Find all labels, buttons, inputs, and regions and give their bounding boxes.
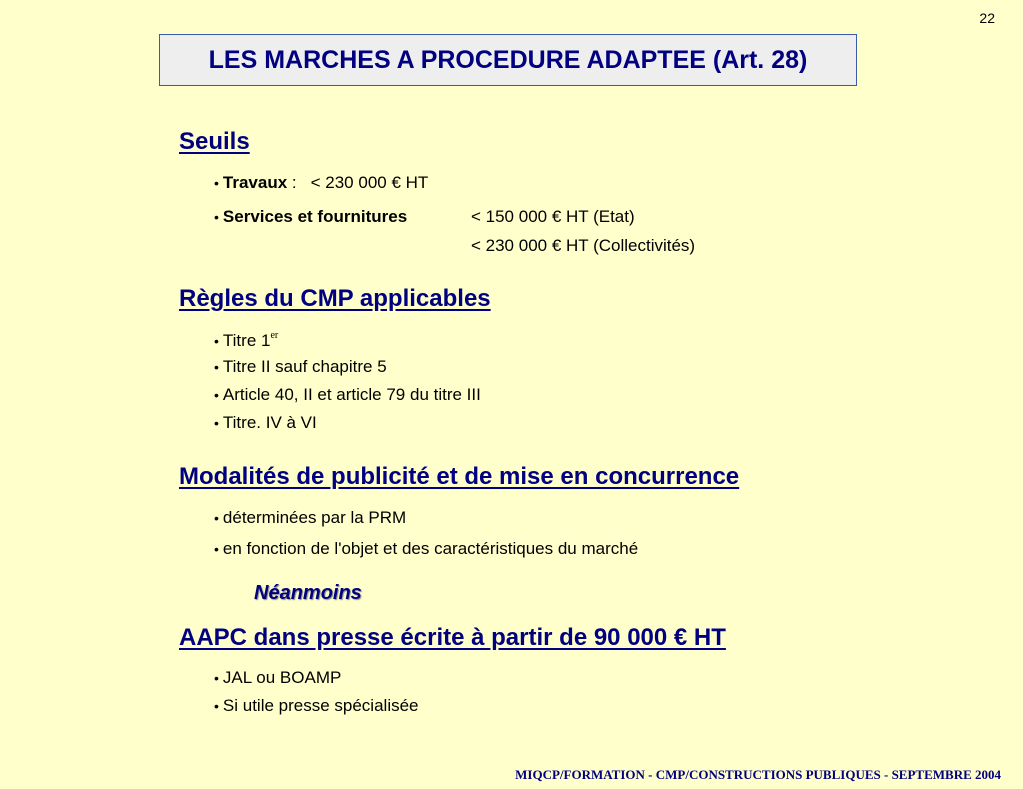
title-box bbox=[159, 34, 857, 86]
titre-1-text: Titre 1 bbox=[222, 331, 271, 350]
list-item-titre-4 bbox=[214, 413, 317, 433]
list-item-presse bbox=[214, 696, 419, 716]
travaux-value: < 230 000 € HT bbox=[310, 173, 429, 192]
services-label: Services et fournitures bbox=[222, 207, 408, 226]
list-item-objet bbox=[214, 539, 638, 559]
bullet-icon: • bbox=[214, 175, 219, 191]
list-item-travaux bbox=[214, 173, 428, 193]
slide-footer: MIQCP/FORMATION - CMP/CONSTRUCTIONS PUBLIQUES - SEPTEMBRE 2004 bbox=[515, 767, 1001, 782]
jal-text: JAL ou BOAMP bbox=[222, 668, 342, 687]
bullet-icon: • bbox=[214, 541, 219, 557]
titre-1-superscript: er bbox=[270, 330, 279, 341]
list-item-titre-2 bbox=[214, 357, 387, 377]
heading-modalites: Modalités de publicité et de mise en concurrence bbox=[179, 463, 740, 490]
article-40-text: Article 40, II et article 79 du titre III bbox=[222, 385, 481, 404]
bullet-icon: • bbox=[214, 209, 219, 225]
neanmoins-label: Néanmoins bbox=[254, 582, 362, 604]
bullet-icon: • bbox=[214, 510, 219, 526]
bullet-icon: • bbox=[214, 415, 219, 431]
presse-text: Si utile presse spécialisée bbox=[222, 696, 419, 715]
list-item-services bbox=[214, 207, 407, 227]
slide-title: LES MARCHES A PROCEDURE ADAPTEE (Art. 28) bbox=[208, 45, 808, 74]
bullet-icon: • bbox=[214, 387, 219, 403]
heading-seuils: Seuils bbox=[179, 128, 250, 155]
travaux-separator: : bbox=[287, 173, 297, 192]
list-item-prm bbox=[214, 508, 406, 528]
bullet-icon: • bbox=[214, 333, 219, 349]
prm-text: déterminées par la PRM bbox=[222, 508, 407, 527]
list-item-titre-1 bbox=[214, 330, 278, 351]
bullet-icon: • bbox=[214, 698, 219, 714]
heading-regles: Règles du CMP applicables bbox=[179, 285, 491, 312]
travaux-label: Travaux bbox=[222, 173, 288, 192]
services-value-etat: < 150 000 € HT (Etat) bbox=[471, 207, 635, 226]
bullet-icon: • bbox=[214, 670, 219, 686]
titre-4-text: Titre. IV à VI bbox=[222, 413, 317, 432]
titre-2-text: Titre II sauf chapitre 5 bbox=[222, 357, 387, 376]
objet-text: en fonction de l'objet et des caractéristiques du marché bbox=[222, 539, 639, 558]
list-item-article-40 bbox=[214, 385, 481, 405]
heading-aapc: AAPC dans presse écrite à partir de 90 000 € HT bbox=[179, 624, 726, 651]
list-item-jal bbox=[214, 668, 341, 688]
page-number: 22 bbox=[979, 10, 995, 26]
services-value-collectivites: < 230 000 € HT (Collectivités) bbox=[471, 236, 696, 255]
bullet-icon: • bbox=[214, 359, 219, 375]
